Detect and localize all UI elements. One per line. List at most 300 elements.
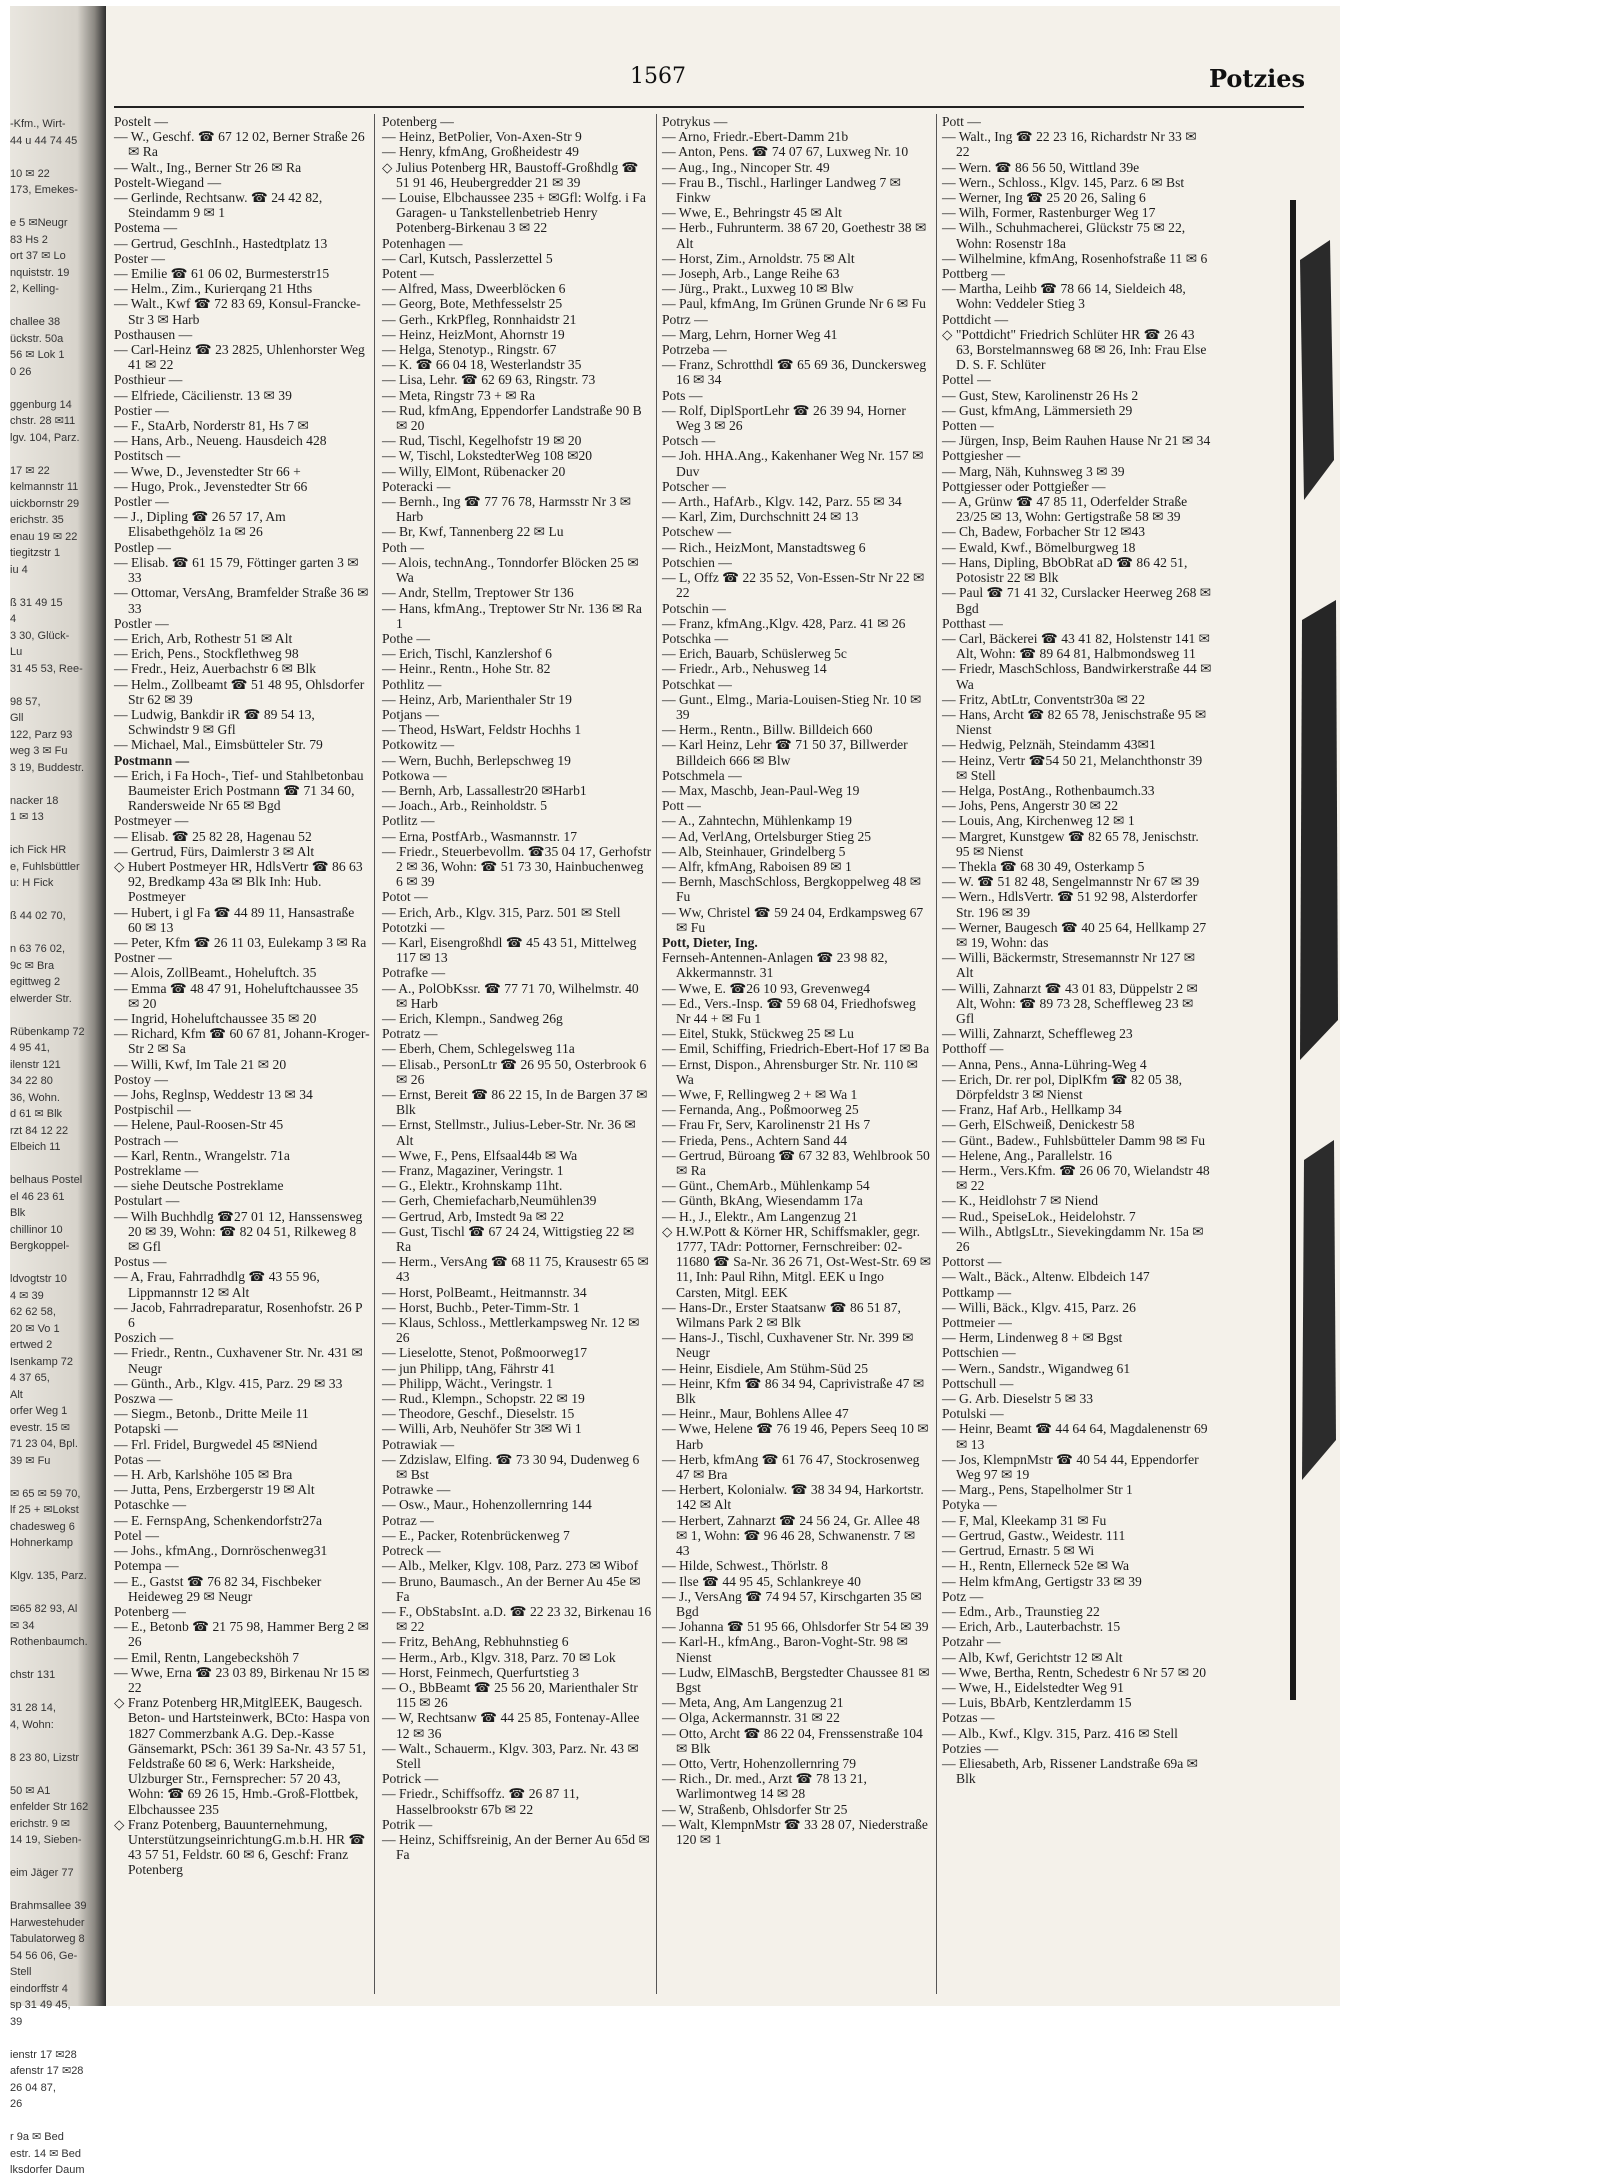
- directory-entry: Pottschull —: [942, 1375, 1014, 1391]
- directory-entry: — Georg, Bote, Methfesselstr 25: [382, 296, 563, 312]
- directory-entry: — Bernh., Ing ☎ 77 76 78, Harmsstr Nr 3 ✉ Harb: [382, 494, 632, 525]
- directory-entry: — Franz, Haf Arb., Hellkamp 34: [942, 1102, 1122, 1118]
- facing-page-line: [10, 1766, 100, 1783]
- directory-entry: — Jürgen, Insp, Beim Rauhen Hause Nr 21 ✉ 34: [942, 433, 1211, 449]
- directory-entry: — Emilie ☎ 61 06 02, Burmesterstr15: [114, 266, 330, 282]
- directory-entry: — Hans-J., Tischl, Cuxhavener Str. Nr. 399 ✉ Neugr: [662, 1330, 914, 1361]
- directory-entry: — Peter, Kfm ☎ 26 11 03, Eulekamp 3 ✉ Ra: [114, 934, 367, 950]
- facing-page-line: 3 19, Buddestr.: [10, 761, 84, 774]
- directory-entry: — Richard, Kfm ☎ 60 67 81, Johann-Kroger-Str 2 ✉ Sa: [114, 1026, 370, 1057]
- directory-entry: — Gunt., Elmg., Maria-Louisen-Stieg Nr. 10 ✉ 39: [662, 691, 922, 722]
- facing-page-line: 26: [10, 2098, 23, 2110]
- directory-entry: — Bruno, Baumasch., An der Berner Au 45e ✉ Fa: [382, 1573, 641, 1604]
- directory-entry: — Frau Fr, Serv, Karolinenstr 21 Hs 7: [662, 1117, 871, 1133]
- directory-entry: — Fernanda, Ang., Poßmoorweg 25: [662, 1102, 859, 1118]
- facing-page-line: 31 45 53, Ree-: [10, 662, 83, 675]
- directory-entry: — Wilhelmine, kfmAng, Rosenhofstraße 11 ✉ 6: [942, 250, 1208, 266]
- directory-entry: — Rud., Klempn., Schopstr. 22 ✉ 19: [382, 1391, 585, 1407]
- directory-entry: — Gertrud, Arb, Imstedt 9a ✉ 22: [382, 1208, 565, 1224]
- directory-entry: — Theodore, Geschf., Dieselstr. 15: [382, 1406, 575, 1422]
- facing-page-line: [10, 1552, 100, 1569]
- directory-entry: — Herm., Rentn., Billw. Billdeich 660: [662, 722, 873, 738]
- directory-entry: Potrick —: [382, 1771, 439, 1787]
- directory-entry: — Günth, BkAng, Wiesendamm 17a: [662, 1193, 863, 1209]
- directory-entry: Pottberg —: [942, 266, 1005, 282]
- directory-entry: — Frieda, Pens., Achtern Sand 44: [662, 1132, 848, 1148]
- directory-entry: — Marg, Näh, Kuhnsweg 3 ✉ 39: [942, 463, 1125, 479]
- directory-entry: Poszwa —: [114, 1391, 173, 1407]
- directory-entry: — Herm., Arb., Klgv. 318, Parz. 70 ✉ Lok: [382, 1649, 616, 1665]
- directory-entry: — Johs., kfmAng., Dornröschenweg31: [114, 1543, 328, 1559]
- directory-entry: Postelt-Wiegand —: [114, 174, 222, 190]
- directory-entry: — Alb, Kwf, Gerichtstr 12 ✉ Alt: [942, 1649, 1123, 1665]
- directory-entry: — Alb., Melker, Klgv. 108, Parz. 273 ✉ Wibof: [382, 1558, 639, 1574]
- directory-entry: — Wern, Buchh, Berlepschweg 19: [382, 752, 571, 768]
- directory-entry: — Helene, Ang., Parallelstr. 16: [942, 1147, 1112, 1163]
- directory-entry: Postmann —: [114, 752, 190, 768]
- directory-entry: — W., Geschf. ☎ 67 12 02, Berner Straße 26 ✉ Ra: [114, 129, 365, 160]
- directory-entry: — Gertrud, GeschInh., Hastedtplatz 13: [114, 235, 328, 251]
- directory-entry: Potschka —: [662, 630, 729, 646]
- facing-page-line: 34 22 80: [10, 1075, 53, 1087]
- column-1: [114, 114, 370, 1994]
- directory-entry: ◇ Julius Potenberg HR, Baustoff-Großhdlg ☎ 51 91 46, Heubergredder 21 ✉ 39: [382, 159, 639, 190]
- facing-page-line: Harwestehuder: [10, 1916, 85, 1929]
- directory-entry: — Heinz, Vertr ☎54 50 21, Melanchthonstr 39 ✉ Stell: [942, 752, 1203, 783]
- directory-entry: Poszich —: [114, 1330, 174, 1346]
- directory-entry: Poth —: [382, 539, 424, 555]
- facing-page-line: 0 26: [10, 365, 32, 378]
- directory-entry: Postlep —: [114, 539, 172, 555]
- directory-entry: — Fritz, AbtLtr, Conventstr30a ✉ 22: [942, 691, 1146, 707]
- directory-entry: — Friedr., Schiffsoffz. ☎ 26 87 11, Hasselbrookstr 67b ✉ 22: [382, 1786, 580, 1817]
- directory-entry: — Willi, Arb, Neuhöfer Str 3✉ Wi 1: [382, 1421, 582, 1437]
- facing-page-line: [10, 1255, 100, 1272]
- directory-entry: Potthast —: [942, 615, 1003, 631]
- directory-entry: Postmeyer —: [114, 813, 189, 829]
- directory-entry: — Thekla ☎ 68 30 49, Osterkamp 5: [942, 858, 1145, 874]
- facing-page-line: [10, 1156, 100, 1173]
- directory-entry: — Hans-Dr., Erster Staatsanw ☎ 86 51 87, Wilmans Park 2 ✉ Blk: [662, 1299, 901, 1331]
- directory-entry: — Eberh, Chem, Schlegelsweg 11a: [382, 1041, 575, 1057]
- directory-entry: — H. Arb, Karlshöhe 105 ✉ Bra: [114, 1467, 293, 1483]
- facing-page-line: n 63 76 02,: [10, 943, 66, 955]
- directory-entry: — G., Elektr., Krohnskamp 11ht.: [382, 1178, 563, 1194]
- directory-entry: — Frl. Fridel, Burgwedel 45 ✉Niend: [114, 1436, 318, 1452]
- directory-entry: — Heinz, Schiffsreinig, An der Berner Au 65d ✉ Fa: [382, 1831, 650, 1863]
- directory-entry: — Alfred, Mass, Dweerblöcken 6: [382, 281, 566, 297]
- directory-entry: — Helga, PostAng., Rothenbaumch.33: [942, 782, 1155, 798]
- directory-entry: — Wern., HdlsVertr. ☎ 51 92 98, Alsterdorfer Str. 196 ✉ 39: [942, 889, 1198, 920]
- directory-entry: — Marg., Pens, Stapelholmer Str 1: [942, 1482, 1133, 1498]
- facing-page-line: nquiststr. 19: [10, 266, 70, 279]
- facing-page-line: Isenkamp 72: [10, 1355, 73, 1368]
- facing-page-line: u: H Fick: [10, 877, 54, 889]
- directory-entry: Posthieur —: [114, 372, 183, 388]
- directory-entry: — Ch, Badew, Forbacher Str 12 ✉43: [942, 524, 1146, 540]
- facing-page-line: [10, 1733, 100, 1750]
- facing-page-line: lgv. 104, Parz.: [10, 431, 80, 444]
- directory-entry: — Gertrud, Fürs, Daimlerstr 3 ✉ Alt: [114, 843, 315, 859]
- directory-entry: — Rich., HeizMont, Manstadtsweg 6: [662, 539, 866, 555]
- directory-entry: — Wilh Buchhdlg ☎27 01 12, Hanssensweg 20 ✉ 39, Wohn: ☎ 82 04 51, Rilkeweg 8 ✉ Gfl: [114, 1208, 363, 1255]
- directory-entry: — Louise, Elbchaussee 235 + ✉Gfl: Wolfg. i Fa Garagen- u Tankstellenbetrieb Henry Potenberg-Birkenau 3 ✉ 22: [382, 190, 646, 236]
- directory-entry: — Br, Kwf, Tannenberg 22 ✉ Lu: [382, 524, 564, 540]
- directory-entry: Postpischil —: [114, 1102, 191, 1118]
- facing-page-line: Lu: [10, 646, 23, 658]
- directory-entry: — Jürg., Prakt., Luxweg 10 ✉ Blw: [662, 281, 854, 297]
- directory-entry: Potsch —: [662, 433, 716, 449]
- directory-entry: — Gertrud, Büroang ☎ 67 32 83, Wehlbrook 50 ✉ Ra: [662, 1147, 930, 1179]
- facing-page-line: [10, 1882, 100, 1899]
- directory-entry: — E., Betonb ☎ 21 75 98, Hammer Berg 2 ✉ 26: [114, 1619, 369, 1650]
- directory-entry: — Carl-Heinz ☎ 23 2825, Uhlenhorster Weg 41 ✉ 22: [114, 342, 365, 373]
- directory-entry: — Erich, Bauarb, Schüslerweg 5c: [662, 646, 847, 662]
- directory-entry: Potenberg —: [382, 114, 454, 129]
- directory-entry: — Herb., Fuhrunterm. 38 67 20, Goethestr 38 ✉ Alt: [662, 220, 927, 251]
- directory-entry: — Hans, kfmAng., Treptower Str Nr. 136 ✉ Ra 1: [382, 600, 642, 631]
- directory-entry: — Wern., Schloss., Klgv. 145, Parz. 6 ✉ Bst: [942, 174, 1185, 190]
- directory-entry: — Herb, kfmAng ☎ 61 76 47, Stockrosenweg 47 ✉ Bra: [662, 1451, 920, 1483]
- facing-page-line: eindorffstr 4: [10, 1982, 68, 1995]
- directory-entry: — Helga, Stenotyp., Ringstr. 67: [382, 342, 557, 358]
- directory-entry: — Siegm., Betonb., Dritte Meile 11: [114, 1406, 309, 1422]
- directory-entry: ◇ Franz Potenberg HR,MitglEEK, Baugesch. Beton- und Hartsteinwerk, BCto: Haspa von 1827 Commerzbank A.G. Dep.-Kasse Gänsemarkt, PSch: 361 39 Sa-Nr. 43 57 51, Feldstraße 60 ✉ 6, Werk: Harksheide, Ulzburger Str., Fernsprecher: 57 20 43, Wohn: ☎ 69 26 15, Hmb.-Groß-Flottbek, Elbchaussee 235: [114, 1695, 370, 1817]
- facing-page-line: el 46 23 61: [10, 1190, 65, 1203]
- directory-entry: Pothe —: [382, 630, 430, 646]
- directory-entry: — Walt., Schauerm., Klgv. 303, Parz. Nr. 43 ✉ Stell: [382, 1740, 639, 1771]
- facing-page-line: [10, 1684, 100, 1701]
- directory-entry: — Günth., Arb., Klgv. 415, Parz. 29 ✉ 33: [114, 1375, 343, 1391]
- page-header: [380, 64, 1305, 104]
- facing-page-line: 3 30, Glück-: [10, 629, 70, 642]
- directory-entry: — jun Philipp, tAng, Fährstr 41: [382, 1360, 556, 1376]
- directory-entry: — Wwe, Erna ☎ 23 03 89, Birkenau Nr 15 ✉ 22: [114, 1664, 370, 1695]
- facing-page-line: chstr 131: [10, 1669, 56, 1681]
- directory-entry: — O., BbBeamt ☎ 25 56 20, Marienthaler Str 115 ✉ 26: [382, 1679, 638, 1711]
- directory-entry: — Heinr, Kfm ☎ 86 34 94, Caprivistraße 47 ✉ Blk: [662, 1375, 925, 1407]
- directory-entry: — Alb., Kwf., Klgv. 315, Parz. 416 ✉ Stell: [942, 1725, 1178, 1741]
- directory-entry: — Carl, Bäckerei ☎ 43 41 82, Holstenstr 141 ✉ Alt, Wohn: ☎ 89 64 81, Halbmondsweg 11: [942, 630, 1211, 662]
- directory-entry: — Willi, Bäck., Klgv. 415, Parz. 26: [942, 1299, 1136, 1315]
- directory-entry: — Heinz, Arb, Marienthaler Str 19: [382, 691, 572, 707]
- directory-entry: — Aug., Ing., Nincoper Str. 49: [662, 159, 830, 175]
- facing-page-line: sp 31 49 45,: [10, 1999, 71, 2011]
- facing-page-line: [10, 1651, 100, 1668]
- directory-entry: Postrach —: [114, 1132, 178, 1148]
- directory-entry: — Heinr, Beamt ☎ 44 64 64, Magdalenenstr 69 ✉ 13: [942, 1421, 1208, 1452]
- directory-entry: Pottkamp —: [942, 1284, 1012, 1300]
- facing-page-line: 20 ✉ Vo 1: [10, 1322, 60, 1335]
- directory-entry: Potot —: [382, 889, 428, 905]
- directory-entry: — Karl, Rentn., Wrangelstr. 71a: [114, 1147, 290, 1163]
- directory-entry: — Jutta, Pens, Erzbergerstr 19 ✉ Alt: [114, 1482, 315, 1498]
- directory-entry: Pott —: [662, 798, 701, 814]
- facing-page-line: ich Fick HR: [10, 844, 67, 856]
- directory-entry: — Wern. ☎ 86 56 50, Wittland 39e: [942, 159, 1140, 175]
- facing-page-line: ✉ 34: [10, 1619, 35, 1632]
- facing-page-line: 50 ✉ A1: [10, 1784, 51, 1797]
- facing-page-line: eim Jäger 77: [10, 1867, 74, 1879]
- facing-page-line: tiegitzstr 1: [10, 547, 61, 559]
- facing-page-line: Alt: [10, 1388, 23, 1401]
- directory-entry: — Erich, Arb., Lauterbachstr. 15: [942, 1619, 1121, 1635]
- directory-entry: — Wwe, H., Eidelstedter Weg 91: [942, 1679, 1124, 1695]
- directory-entry: — Paul ☎ 71 41 32, Curslacker Heerweg 268 ✉ Bgd: [942, 585, 1212, 616]
- facing-page-line: [10, 199, 100, 216]
- directory-entry: — Hugo, Prok., Jevenstedter Str 66: [114, 478, 308, 494]
- facing-page-line: ✉65 82 93, Al: [10, 1603, 78, 1615]
- directory-entry: Potschkat —: [662, 676, 732, 692]
- directory-entry: — Wilh, Former, Rastenburger Weg 17: [942, 205, 1156, 221]
- directory-entry: — A, Frau, Fahrradhdlg ☎ 43 55 96, Lippmannstr 12 ✉ Alt: [114, 1269, 320, 1300]
- facing-page-line: ückstr. 50a: [10, 332, 64, 345]
- directory-entry: — Olga, Ackermannstr. 31 ✉ 22: [662, 1710, 840, 1726]
- directory-entry: — Otto, Vertr, Hohenzollernring 79: [662, 1755, 857, 1771]
- directory-entry: — Karl, Eisengroßhdl ☎ 45 43 51, Mittelweg 117 ✉ 13: [382, 934, 637, 966]
- directory-entry: — Horst, Feinmech, Querfurtstieg 3: [382, 1664, 580, 1680]
- directory-entry: — Carl, Kutsch, Passlerzettel 5: [382, 250, 553, 266]
- directory-entry: — Ewald, Kwf., Bömelburgweg 18: [942, 539, 1136, 555]
- directory-entry: — Walt., Kwf ☎ 72 83 69, Konsul-Francke-Str 3 ✉ Harb: [114, 296, 361, 327]
- directory-entry: Pottschien —: [942, 1345, 1016, 1361]
- directory-entry: — F., ObStabsInt. a.D. ☎ 22 23 32, Birkenau 16 ✉ 22: [382, 1603, 652, 1635]
- facing-page-line: d 61 ✉ Blk: [10, 1108, 63, 1120]
- directory-entry: — Gust, kfmAng, Lämmersieth 29: [942, 402, 1133, 418]
- directory-entry: — Herbert, Kolonialw. ☎ 38 34 94, Harkortstr. 142 ✉ Alt: [662, 1482, 924, 1513]
- directory-entry: — Franz, Schrotthdl ☎ 65 69 36, Dunckersweg 16 ✉ 34: [662, 357, 927, 388]
- facing-page-line: orfer Weg 1: [10, 1405, 68, 1417]
- directory-entry: — Bernh, MaschSchloss, Bergkoppelweg 48 ✉ Fu: [662, 874, 922, 905]
- directory-entry: — Jos, KlempnMstr ☎ 40 54 44, Eppendorfer Weg 97 ✉ 19: [942, 1451, 1199, 1483]
- facing-page-line: [10, 925, 100, 942]
- facing-page-line: 39 ✉ Fu: [10, 1454, 51, 1467]
- directory-entry: — W, Tischl, LokstedterWeg 108 ✉20: [382, 448, 593, 464]
- directory-entry: — Paul, kfmAng, Im Grünen Grunde Nr 6 ✉ Fu: [662, 296, 926, 312]
- facing-page-line: [10, 1849, 100, 1866]
- directory-entry: Potrik —: [382, 1816, 433, 1832]
- directory-entry: — Walt, KlempnMstr ☎ 33 28 07, Niederstraße 120 ✉ 1: [662, 1816, 928, 1847]
- directory-entry: — Michael, Mal., Eimsbütteler Str. 79: [114, 737, 323, 753]
- facing-page-line: kelmannstr 11: [10, 481, 79, 493]
- directory-entry: Potz —: [942, 1588, 984, 1604]
- facing-page-line: belhaus Postel: [10, 1174, 83, 1186]
- column-divider: [374, 114, 375, 1994]
- column-2: [382, 114, 652, 1994]
- directory-entry: Potrykus —: [662, 114, 728, 129]
- directory-entry: Potkowa —: [382, 767, 447, 783]
- directory-entry: — Johs, Pens, Angerstr 30 ✉ 22: [942, 798, 1119, 814]
- directory-entry: Postner —: [114, 950, 172, 966]
- directory-entry: — Friedr., Arb., Nehusweg 14: [662, 661, 827, 677]
- directory-entry: Potschew —: [662, 524, 732, 540]
- directory-entry: — Heinr, Eisdiele, Am Stühm-Süd 25: [662, 1360, 868, 1376]
- directory-entry: — Emil, Schiffing, Friedrich-Ebert-Hof 17 ✉ Ba: [662, 1041, 930, 1057]
- directory-entry: — Karl, Zim, Durchschnitt 24 ✉ 13: [662, 509, 859, 525]
- directory-entry: — Ludw, ElMaschB, Bergstedter Chaussee 81 ✉ Bgst: [662, 1664, 930, 1695]
- facing-page-line: [10, 826, 100, 843]
- directory-entry: — Eitel, Stukk, Stückweg 25 ✉ Lu: [662, 1026, 854, 1042]
- directory-entry: — Joach., Arb., Reinholdstr. 5: [382, 798, 548, 814]
- facing-page-line: enfelder Str 162: [10, 1801, 89, 1813]
- directory-entry: Potzahr —: [942, 1634, 1001, 1650]
- directory-entry: Potenberg —: [114, 1603, 186, 1619]
- directory-entry: Postreklame —: [114, 1163, 199, 1179]
- directory-entry: — Walt., Bäck., Altenw. Elbdeich 147: [942, 1269, 1150, 1285]
- directory-entry: Potrafke —: [382, 965, 446, 981]
- directory-entry: — Marg, Lehrn, Horner Weg 41: [662, 326, 838, 342]
- directory-entry: — G. Arb. Dieselstr 5 ✉ 33: [942, 1391, 1094, 1407]
- directory-entry: — Helm., Zollbeamt ☎ 51 48 95, Ohlsdorfer Str 62 ✉ 39: [114, 676, 365, 707]
- directory-entry: Pottorst —: [942, 1254, 1002, 1270]
- directory-entry: — Alois, ZollBeamt., Hoheluftch. 35: [114, 965, 317, 981]
- directory-entry: Postitsch —: [114, 448, 181, 464]
- facing-page-line: Tabulatorweg 8: [10, 1933, 85, 1945]
- directory-entry: — Heinz, BetPolier, Von-Axen-Str 9: [382, 129, 582, 145]
- directory-entry: Potschmela —: [662, 767, 742, 783]
- directory-entry: Potreck —: [382, 1543, 441, 1559]
- column-divider: [656, 114, 657, 1994]
- directory-entry: — Bernh, Arb, Lassallestr20 ✉Harb1: [382, 782, 587, 798]
- facing-page-line: weg 3 ✉ Fu: [10, 745, 68, 757]
- directory-entry: — Elisab. ☎ 61 15 79, Föttinger garten 3 ✉ 33: [114, 554, 359, 586]
- facing-page-line: 26 04 87,: [10, 2081, 56, 2094]
- directory-entry: — Wwe, E., Behringstr 45 ✉ Alt: [662, 205, 842, 221]
- facing-page-line: [10, 892, 100, 909]
- directory-entry: — E. FernspAng, Schenkendorfstr27a: [114, 1512, 323, 1528]
- directory-entry: — W, Straßenb, Ohlsdorfer Str 25: [662, 1801, 848, 1817]
- directory-entry: — Fredr., Heiz, Auerbachstr 6 ✉ Blk: [114, 661, 317, 677]
- directory-entry: Potapski —: [114, 1421, 178, 1437]
- directory-entry: — K. ☎ 66 04 18, Westerlandstr 35: [382, 357, 582, 373]
- directory-entry: — Günt., ChemArb., Mühlenkamp 54: [662, 1178, 870, 1194]
- facing-page-line: iu 4: [10, 563, 28, 576]
- facing-page-line: [10, 776, 100, 793]
- directory-entry: Potrawke —: [382, 1482, 451, 1498]
- directory-entry: Postoy —: [114, 1071, 169, 1087]
- directory-entry: Potthoff —: [942, 1041, 1004, 1057]
- directory-entry: Potrzeba —: [662, 342, 727, 358]
- facing-page-line: [10, 298, 100, 315]
- directory-entry: — Theod, HsWart, Feldstr Hochhs 1: [382, 722, 582, 738]
- directory-entry: — Heinz, HeizMont, Ahornstr 19: [382, 326, 565, 342]
- directory-entry: Postler —: [114, 494, 169, 510]
- directory-entry: — Rud., SpeiseLok., Heidelohstr. 7: [942, 1208, 1136, 1224]
- scan-background: [1340, 0, 1600, 2177]
- directory-entry: — Wwe, F, Rellingweg 2 + ✉ Wa 1: [662, 1087, 858, 1102]
- directory-entry: — Karl Heinz, Lehr ☎ 71 50 37, Billwerder Billdeich 666 ✉ Blw: [662, 737, 908, 768]
- directory-entry: — H., Rentn, Ellerneck 52e ✉ Wa: [942, 1558, 1130, 1574]
- directory-entry: — Emma ☎ 48 47 91, Hoheluftchaussee 35 ✉ 20: [114, 980, 359, 1011]
- facing-page-line: 4 37 65,: [10, 1372, 50, 1384]
- facing-page-line: ldvogtstr 10: [10, 1273, 67, 1285]
- directory-entry: — Johanna ☎ 51 95 66, Ohlsdorfer Str 54 ✉ 39: [662, 1619, 929, 1635]
- directory-entry: — Gertrud, Gastw., Weidestr. 111: [942, 1527, 1126, 1543]
- directory-entry: — L, Offz ☎ 22 35 52, Von-Essen-Str Nr 22 ✉ 22: [662, 570, 925, 601]
- directory-entry: Potulski —: [942, 1406, 1004, 1422]
- directory-entry: — Franz, kfmAng.,Klgv. 428, Parz. 41 ✉ 26: [662, 615, 906, 631]
- directory-entry: Potlitz —: [382, 813, 435, 829]
- facing-page-line: lksdorfer Daum: [10, 2164, 85, 2176]
- directory-entry: — E., Packer, Rotenbrückenweg 7: [382, 1527, 570, 1543]
- facing-page-line: 56 ✉ Lok 1: [10, 349, 65, 361]
- facing-page-line: [10, 1007, 100, 1024]
- page-number: 1567: [630, 64, 686, 89]
- column-4: [942, 114, 1212, 1994]
- directory-entry: — Joh. HHA.Ang., Kakenhaner Weg Nr. 157 ✉ Duv: [662, 448, 924, 479]
- facing-page-line: [10, 1585, 100, 1602]
- facing-page-line: ß 44 02 70,: [10, 910, 66, 922]
- directory-entry: — E., Gastst ☎ 76 82 34, Fischbeker Heideweg 29 ✉ Neugr: [114, 1573, 322, 1604]
- facing-page-line: Brahmsallee 39: [10, 1900, 87, 1912]
- directory-entry: — Friedr, MaschSchloss, Bandwirkerstraße 44 ✉ Wa: [942, 661, 1212, 692]
- facing-page-line: 17 ✉ 22: [10, 464, 50, 477]
- directory-entry: — siehe Deutsche Postreklame: [114, 1178, 284, 1194]
- directory-entry: — Anton, Pens. ☎ 74 07 67, Luxweg Nr. 10: [662, 144, 909, 160]
- directory-entry: — Willy, ElMont, Rübenacker 20: [382, 463, 566, 479]
- facing-page-line: [10, 1469, 100, 1486]
- directory-entry: — Joseph, Arb., Lange Reihe 63: [662, 266, 840, 282]
- facing-page-line: chillinor 10: [10, 1223, 63, 1236]
- directory-entry: Potjans —: [382, 706, 440, 722]
- directory-entry: — Willi, Zahnarzt, Scheffleweg 23: [942, 1026, 1133, 1042]
- directory-entry: — Johs, Reglnsp, Weddestr 13 ✉ 34: [114, 1087, 313, 1102]
- directory-entry: — Otto, Archt ☎ 86 22 04, Frenssenstraße 104 ✉ Blk: [662, 1725, 923, 1756]
- facing-page-line: [10, 380, 100, 397]
- directory-entry: — Anna, Pens., Anna-Lühring-Weg 4: [942, 1056, 1147, 1072]
- directory-entry: Fernseh-Antennen-Anlagen ☎ 23 98 82, Akkermannstr. 31: [662, 950, 888, 981]
- directory-entry: — Ilse ☎ 44 95 45, Schlankreye 40: [662, 1573, 861, 1589]
- facing-page-line: uickbornstr 29: [10, 497, 80, 510]
- directory-entry: Poster —: [114, 250, 165, 266]
- directory-entry: — Walt., Ing ☎ 22 23 16, Richardstr Nr 33 ✉ 22: [942, 129, 1197, 160]
- directory-entry: Potraz —: [382, 1512, 434, 1528]
- directory-entry: — Hedwig, Pelznäh, Steindamm 43✉1: [942, 737, 1156, 753]
- directory-entry: Potenhagen —: [382, 235, 463, 251]
- directory-entry: — Fritz, BehAng, Rebhuhnstieg 6: [382, 1634, 569, 1650]
- directory-entry: — Hans, Dipling, BbObRat aD ☎ 86 42 51, Potosistr 22 ✉ Blk: [942, 554, 1188, 586]
- directory-entry: — K., Heidlohstr 7 ✉ Niend: [942, 1193, 1098, 1209]
- directory-entry: — Walt., Ing., Berner Str 26 ✉ Ra: [114, 159, 302, 175]
- directory-entry: Postema —: [114, 220, 178, 236]
- directory-entry: — Willi, Kwf, Im Tale 21 ✉ 20: [114, 1056, 287, 1072]
- facing-page-line: ß 31 49 15: [10, 596, 63, 609]
- directory-entry: Potkowitz —: [382, 737, 455, 753]
- directory-entry: — Rich., Dr. med., Arzt ☎ 78 13 21, Warlimontweg 14 ✉ 28: [662, 1771, 867, 1802]
- directory-entry: — Hilde, Schwest., Thörlstr. 8: [662, 1558, 828, 1574]
- directory-entry: — Willi, Zahnarzt ☎ 43 01 83, Düppelstr 2 ✉ Alt, Wohn: ☎ 89 73 28, Scheffleweg 23 ✉ Gfl: [942, 980, 1198, 1026]
- directory-entry: — Herm., VersAng ☎ 68 11 75, Krausestr 65 ✉ 43: [382, 1254, 649, 1285]
- directory-entry: Potscher —: [662, 478, 726, 494]
- directory-entry: — Wwe, E. ☎26 10 93, Grevenweg4: [662, 980, 871, 996]
- facing-page-text: [10, 116, 100, 2176]
- directory-entry: — Lisa, Lehr. ☎ 62 69 63, Ringstr. 73: [382, 372, 596, 388]
- facing-page-line: ilenstr 121: [10, 1058, 61, 1071]
- facing-page-line: 31 28 14,: [10, 1702, 56, 1714]
- directory-entry: — Elfriede, Cäcilienstr. 13 ✉ 39: [114, 387, 292, 403]
- directory-entry: — Henry, kfmAng, Großheidestr 49: [382, 144, 579, 160]
- directory-entry: — Eliesabeth, Arb, Rissener Landstraße 69a ✉ Blk: [942, 1755, 1199, 1787]
- directory-entry: — Gertrud, Ernastr. 5 ✉ Wi: [942, 1543, 1095, 1559]
- directory-entry: — Heinr., Maur, Bohlens Allee 47: [662, 1406, 849, 1422]
- directory-entry: Pottdicht —: [942, 311, 1009, 327]
- facing-page-line: nacker 18: [10, 794, 59, 807]
- directory-entry: — Alb, Steinhauer, Grindelberg 5: [662, 843, 846, 859]
- directory-entry: — Louis, Ang, Kirchenweg 12 ✉ 1: [942, 813, 1135, 829]
- directory-entry: — F, Mal, Kleekamp 31 ✉ Fu: [942, 1512, 1107, 1528]
- facing-page-line: ggenburg 14: [10, 398, 72, 411]
- directory-entry: — Herm, Lindenweg 8 + ✉ Bgst: [942, 1330, 1123, 1346]
